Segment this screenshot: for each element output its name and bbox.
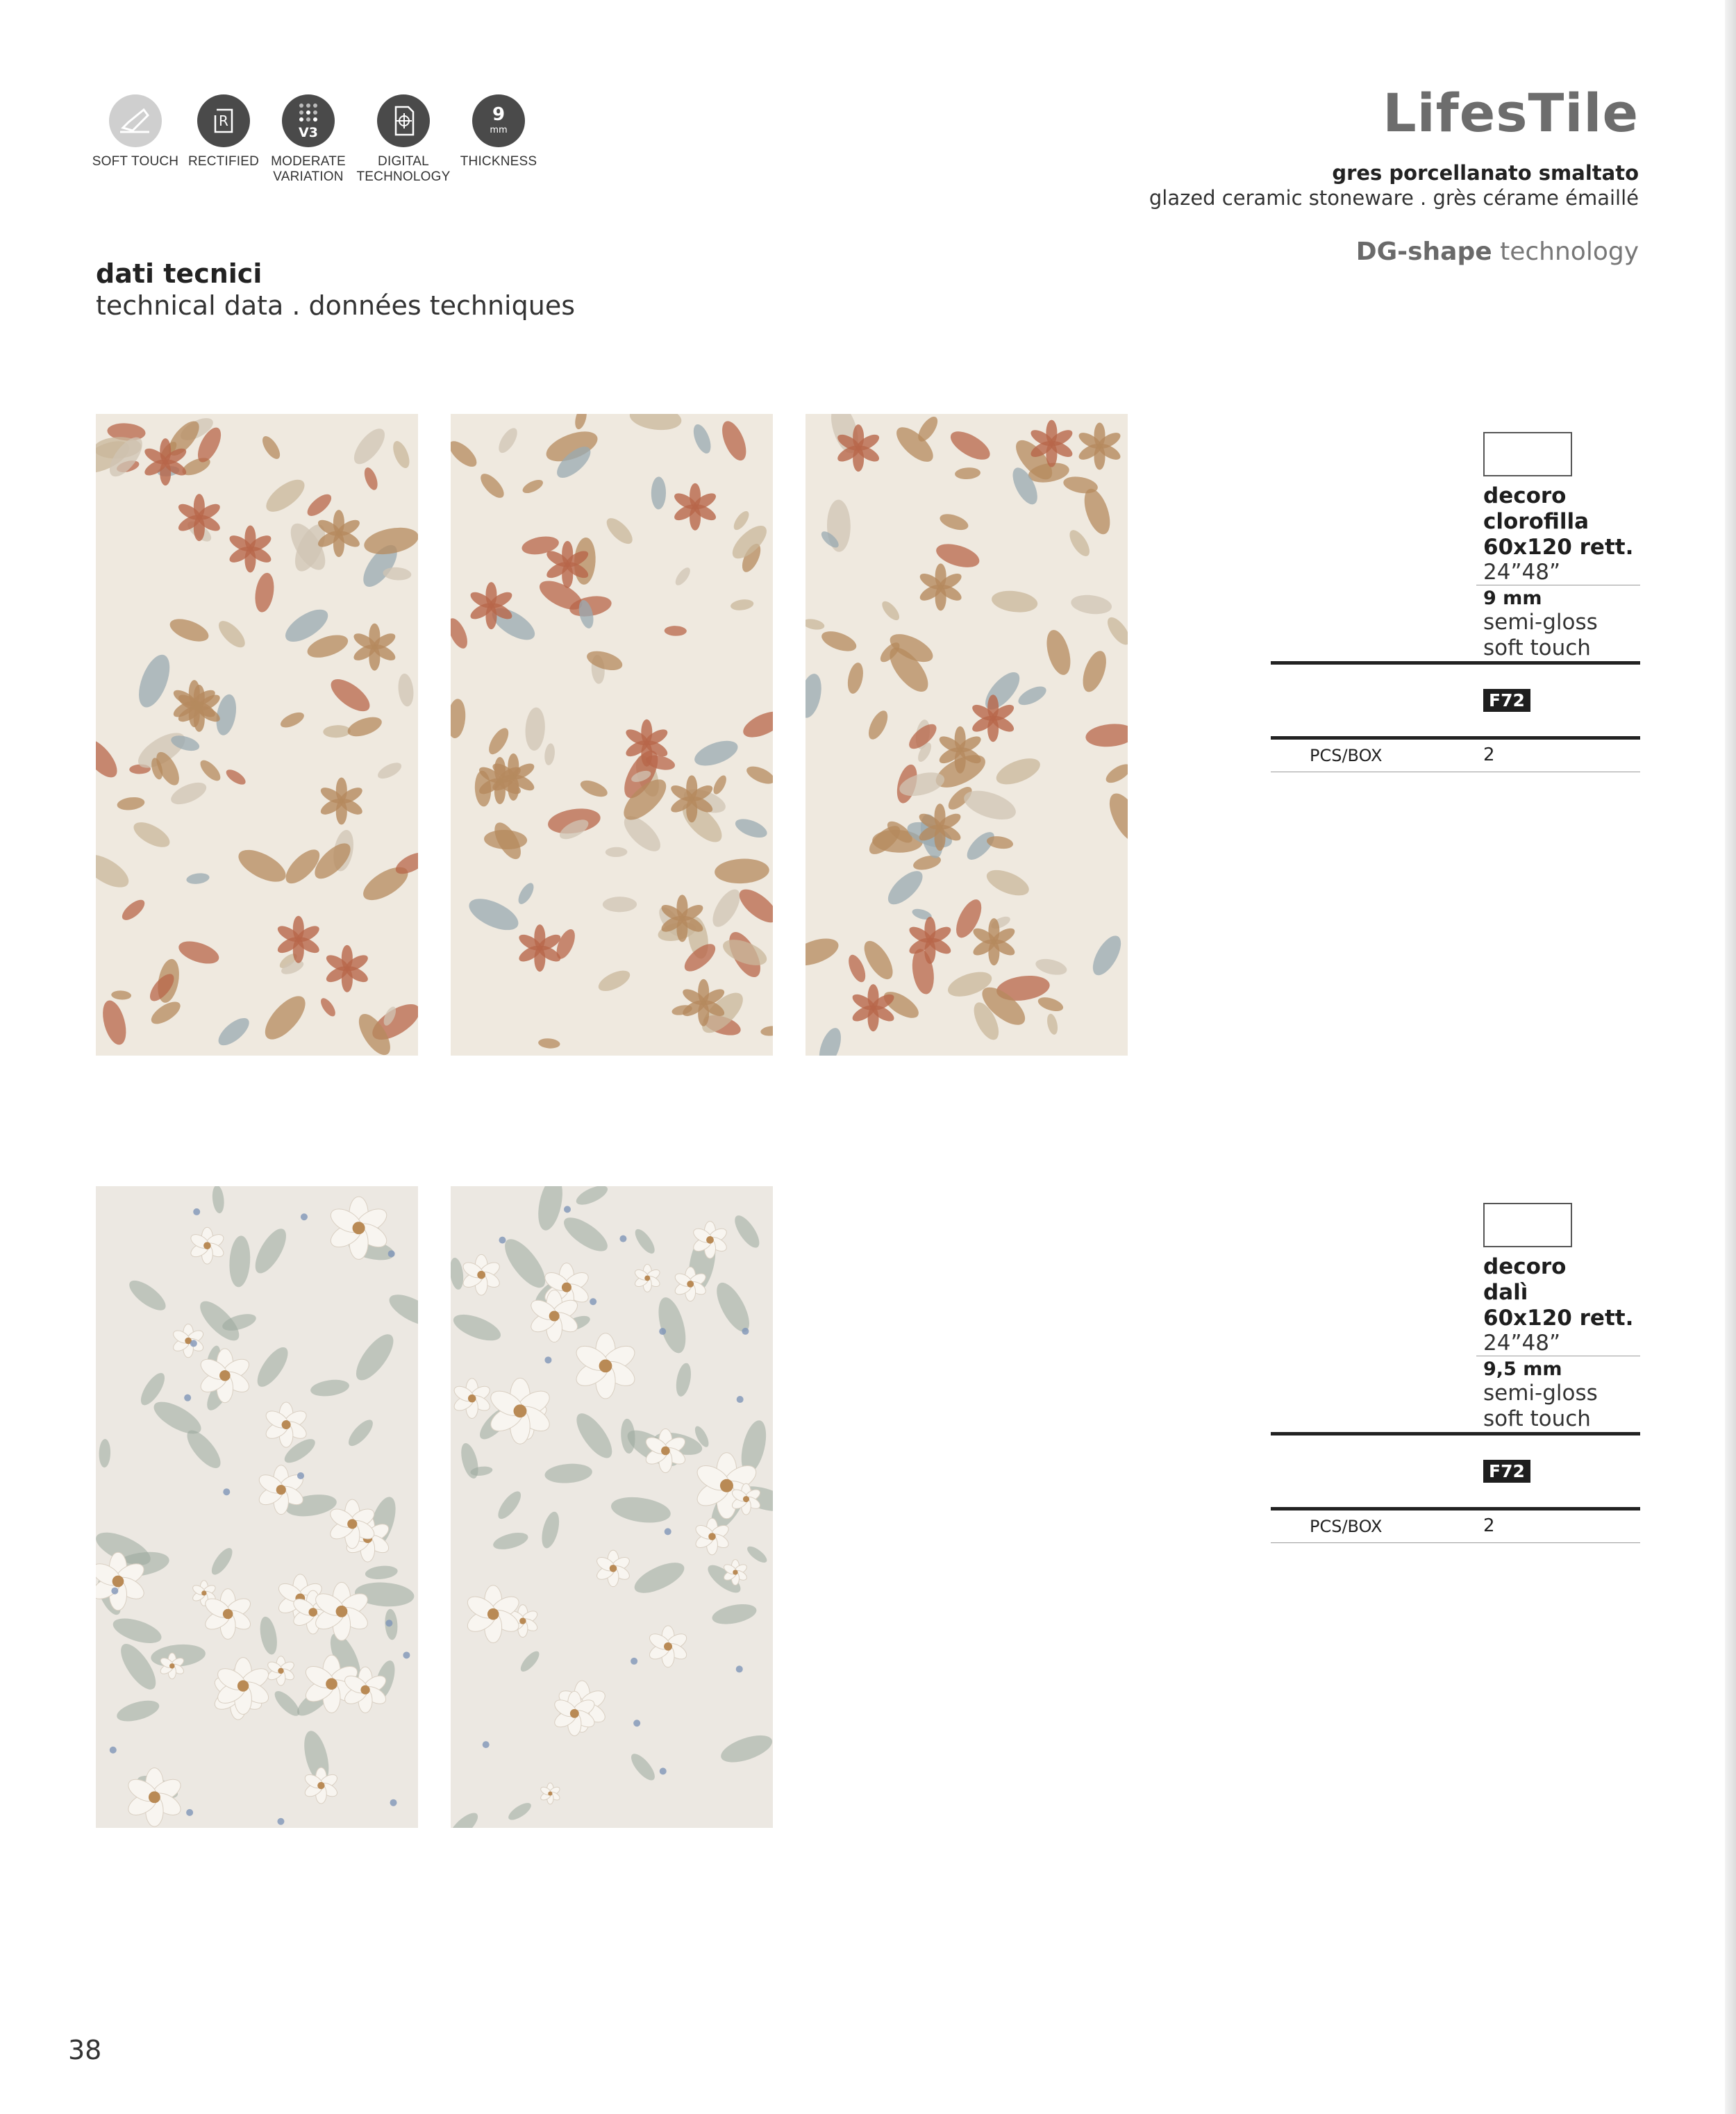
product-finish-line1: semi-gloss (1483, 1381, 1598, 1406)
tile-clorofilla-1 (96, 414, 418, 1056)
product-finish-line2: soft touch (1483, 635, 1591, 660)
subtitle-italian: gres porcellanato smaltato (1332, 161, 1639, 185)
divider-thick (1271, 1432, 1640, 1435)
product-code-badge: F72 (1483, 689, 1530, 712)
thickness-unit: mm (490, 125, 508, 135)
product-inches: 24”48” (1483, 1331, 1561, 1356)
feature-label: SOFT TOUCH (92, 154, 179, 169)
product-thickness: 9 mm (1483, 588, 1542, 609)
technology-bold: DG-shape (1355, 238, 1492, 266)
pcs-value: 2 (1483, 744, 1495, 765)
pcs-label: PCS/BOX (1310, 746, 1383, 765)
spec-block-clorofilla (1271, 432, 1640, 774)
spec-block-dali (1271, 1203, 1640, 1545)
product-code-badge: F72 (1483, 1460, 1530, 1483)
tile-dali-2 (451, 1186, 773, 1828)
brand-logo: LifesTile (1383, 82, 1639, 144)
pcs-value: 2 (1483, 1515, 1495, 1536)
section-subtitle: technical data . données techniques (96, 290, 575, 321)
tile-dali-1 (96, 1186, 418, 1828)
feature-label: MODERATE VARIATION (271, 154, 346, 184)
feature-thickness (446, 94, 551, 169)
variation-glyph: V3 (299, 125, 318, 140)
product-inches: 24”48” (1483, 560, 1561, 585)
feature-digital-technology (351, 94, 456, 185)
digital-technology-icon (377, 94, 430, 147)
feature-moderate-variation (256, 94, 360, 185)
color-swatch (1483, 1203, 1572, 1247)
variation-icon (282, 94, 335, 147)
technology-label (1356, 238, 1639, 266)
divider-bottom (1271, 1542, 1640, 1543)
tile-clorofilla-3 (806, 414, 1128, 1056)
technology-rest: technology (1492, 238, 1639, 266)
product-name-line2: clorofilla (1483, 509, 1589, 534)
product-thickness: 9,5 mm (1483, 1358, 1562, 1380)
thickness-icon (472, 94, 525, 147)
product-finish-line2: soft touch (1483, 1406, 1591, 1431)
feature-label: DIGITAL TECHNOLOGY (356, 154, 451, 184)
tile-clorofilla-2 (451, 414, 773, 1056)
section-title: dati tecnici (96, 258, 262, 289)
feature-icons (94, 94, 539, 192)
feature-label: THICKNESS (460, 154, 537, 169)
divider-thick (1271, 736, 1640, 740)
color-swatch (1483, 432, 1572, 476)
thickness-glyph: 9 (492, 104, 506, 125)
rectified-icon (197, 94, 250, 147)
rectified-glyph: R (219, 113, 228, 129)
subtitle-english-french: glazed ceramic stoneware . grès cérame émaillé (1149, 186, 1639, 210)
product-size: 60x120 rett. (1483, 1306, 1634, 1331)
product-name-line1: decoro (1483, 483, 1567, 508)
soft-touch-icon (109, 94, 162, 147)
product-name-line1: decoro (1483, 1254, 1567, 1279)
page-edge (1725, 0, 1736, 2114)
pcs-label: PCS/BOX (1310, 1517, 1383, 1536)
product-finish-line1: semi-gloss (1483, 610, 1598, 635)
product-size: 60x120 rett. (1483, 535, 1634, 560)
product-name-line2: dalì (1483, 1280, 1528, 1305)
page-number: 38 (68, 2035, 102, 2065)
divider-thick (1271, 1507, 1640, 1510)
feature-label: RECTIFIED (187, 154, 260, 169)
divider-thick (1271, 661, 1640, 665)
